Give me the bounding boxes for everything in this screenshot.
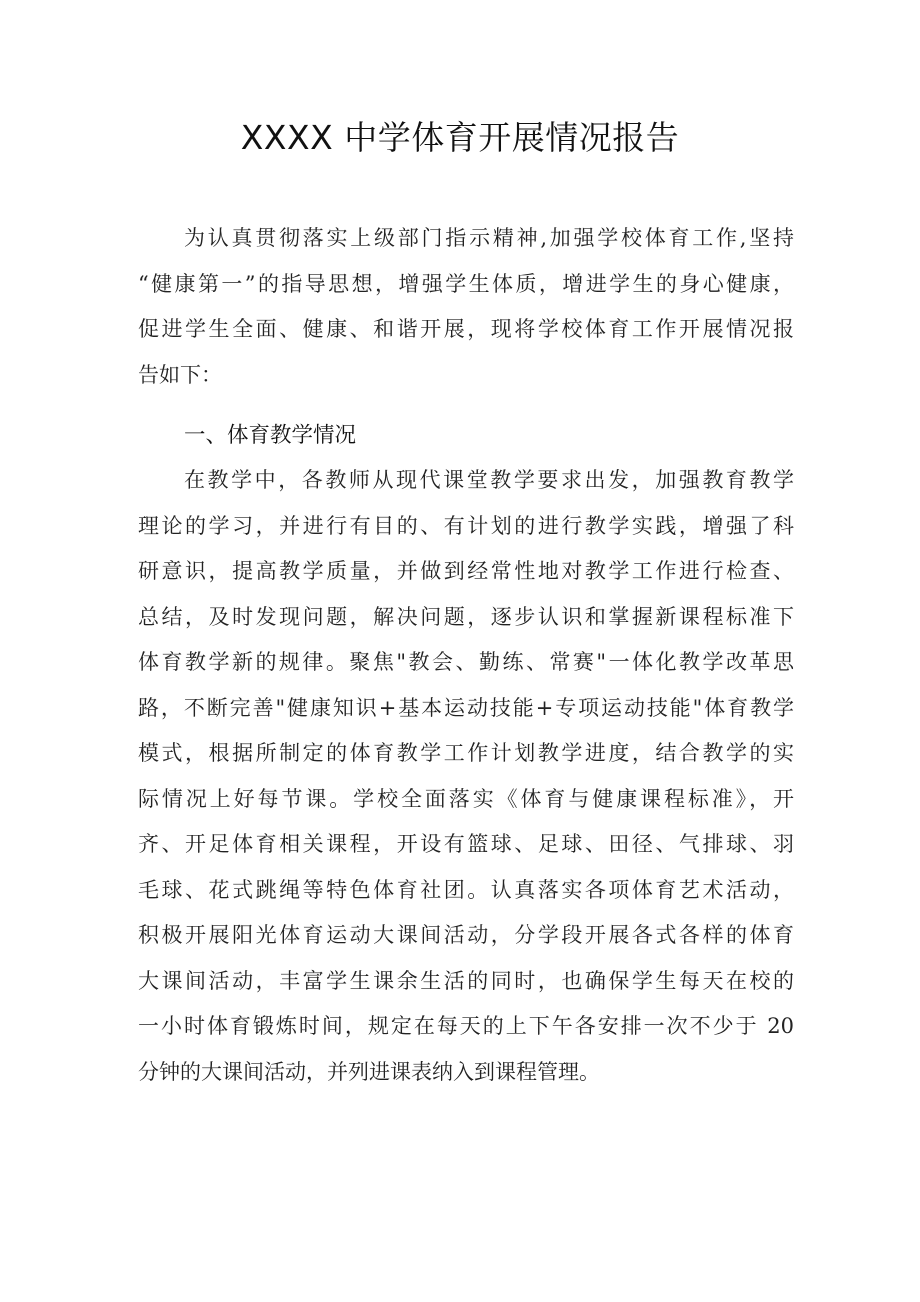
section-heading: 一、体育教学情况 <box>184 423 357 448</box>
paragraph-line: 际情况上好每节课。学校全面落实《体育与健康课程标准》，开 <box>138 786 794 811</box>
paragraph-line: 总结，及时发现问题，解决问题，逐步认识和掌握新课程标准下 <box>138 604 794 629</box>
section-paragraph <box>138 458 794 1095</box>
intro-paragraph <box>138 216 794 398</box>
paragraph-line: 模式，根据所制定的体育教学工作计划教学进度，结合教学的实 <box>138 741 794 765</box>
paragraph-line: 体育教学新的规律。聚焦"教会、勤练、常赛"一体化教学改革思 <box>138 650 794 674</box>
document-title: XXXX 中学体育开展情况报告 <box>240 118 680 157</box>
paragraph-line: 积极开展阳光体育运动大课间活动，分学段开展各式各样的体育 <box>138 923 794 947</box>
paragraph-line: 分钟的大课间活动，并列进课表纳入到课程管理。 <box>138 1059 600 1084</box>
paragraph-line: 在教学中，各教师从现代课堂教学要求出发，加强教育教学 <box>184 468 794 492</box>
paragraph-line: 路，不断完善"健康知识+基本运动技能+专项运动技能"体育教学 <box>138 695 794 720</box>
paragraph-line: 大课间活动，丰富学生课余生活的同时，也确保学生每天在校的 <box>138 968 794 993</box>
paragraph-line: 一小时体育锻炼时间，规定在每天的上下午各安排一次不少于 20 <box>138 1014 794 1038</box>
paragraph-line: 齐、开足体育相关课程，开设有篮球、足球、田径、气排球、羽 <box>138 832 794 856</box>
paragraph-line: 促进学生全面、健康、和谐开展，现将学校体育工作开展情况报 <box>138 317 794 341</box>
paragraph-line: 研意识，提高教学质量，并做到经常性地对教学工作进行检查、 <box>138 559 794 583</box>
paragraph-line: 告如下： <box>138 362 222 387</box>
paragraph-line: 毛球、花式跳绳等特色体育社团。认真落实各项体育艺术活动， <box>138 877 794 902</box>
paragraph-line: 理论的学习，并进行有目的、有计划的进行教学实践，增强了科 <box>138 513 794 538</box>
paragraph-line: “健康第一”的指导思想，增强学生体质，增进学生的身心健康， <box>138 271 794 296</box>
paragraph-line: 为认真贯彻落实上级部门指示精神,加强学校体育工作,坚持 <box>184 226 794 250</box>
